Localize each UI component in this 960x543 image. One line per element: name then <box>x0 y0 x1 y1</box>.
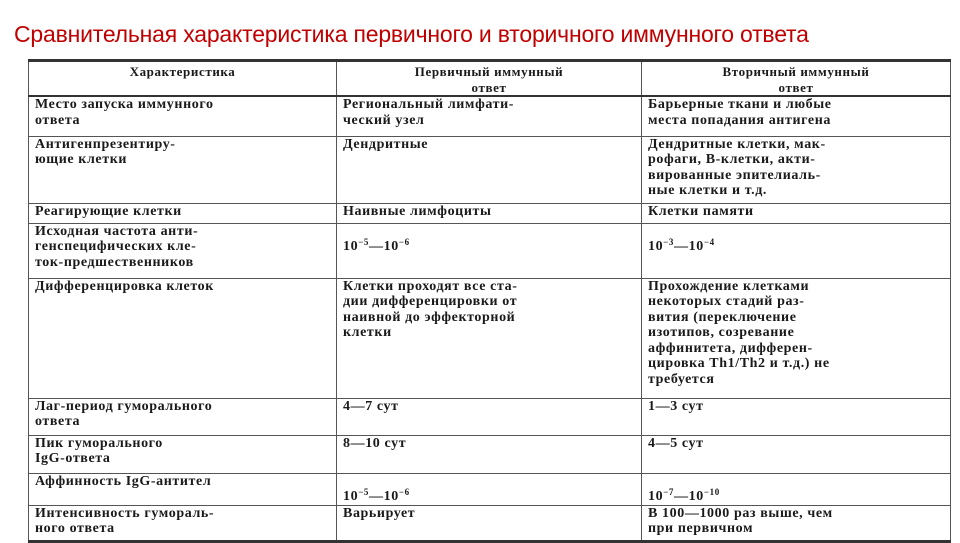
primary-cell: Наивные лимфоциты <box>337 203 642 223</box>
secondary-cell: Барьерные ткани и любые места попадания антигена <box>642 96 951 136</box>
table-row <box>29 473 951 505</box>
secondary-cell: Прохождение клетками некоторых стадий раз- вития (переключение изотипов, созревание аффинитета, дифферен- цировка Th1/Th2 и т.д.) не требуется <box>642 278 951 398</box>
affinity-exponent: −6 <box>398 487 410 498</box>
primary-cell: Региональный лимфати- ческий узел <box>337 96 642 136</box>
primary-affinity-cell <box>337 473 642 505</box>
row-label: Исходная частота анти- генспецифических кле- ток-предшественников <box>29 223 337 278</box>
row-label: Лаг-период гуморального ответа <box>29 398 337 435</box>
primary-cell: Варьирует <box>337 505 642 541</box>
header-primary: Первичный иммунный ответ <box>337 61 642 97</box>
slide-title: Сравнительная характеристика первичного и вторичного иммунного ответа <box>14 21 809 47</box>
row-label: Дифференцировка клеток <box>29 278 337 398</box>
frequency-base: 10 <box>648 239 664 255</box>
header-secondary: Вторичный иммунный ответ <box>642 61 951 97</box>
frequency-exponent: −5 <box>358 237 370 248</box>
affinity-exponent: −10 <box>703 487 720 498</box>
table-row <box>29 223 951 278</box>
primary-cell: Дендритные <box>337 136 642 203</box>
row-label: Место запуска иммунного ответа <box>29 96 337 136</box>
frequency-range-sep: —10 <box>369 239 399 255</box>
table-row <box>29 505 951 541</box>
secondary-cell: 1—3 сут <box>642 398 951 435</box>
affinity-base: 10 <box>343 489 359 505</box>
frequency-range-sep: —10 <box>674 239 704 255</box>
row-label: Интенсивность гумораль- ного ответа <box>29 505 337 541</box>
table-row <box>29 203 951 223</box>
secondary-cell: Дендритные клетки, мак- рофаги, В-клетки, акти- вированные эпителиаль- ные клетки и т.д. <box>642 136 951 203</box>
affinity-base: 10 <box>648 489 664 505</box>
secondary-cell: 4—5 сут <box>642 435 951 473</box>
header-characteristic: Характеристика <box>29 61 337 97</box>
primary-cell: 4—7 сут <box>337 398 642 435</box>
affinity-range-sep: —10 <box>674 489 704 505</box>
affinity-exponent: −7 <box>663 487 675 498</box>
primary-cell: 8—10 сут <box>337 435 642 473</box>
table-row <box>29 136 951 203</box>
affinity-range-sep: —10 <box>369 489 399 505</box>
table-row <box>29 398 951 435</box>
secondary-affinity-cell <box>642 473 951 505</box>
frequency-exponent: −6 <box>398 237 410 248</box>
table-row <box>29 278 951 398</box>
frequency-exponent: −3 <box>663 237 675 248</box>
frequency-exponent: −4 <box>703 237 715 248</box>
row-label: Антигенпрезентиру- ющие клетки <box>29 136 337 203</box>
row-label: Пик гуморального IgG-ответа <box>29 435 337 473</box>
comparison-table <box>28 59 951 543</box>
affinity-exponent: −5 <box>358 487 370 498</box>
row-label: Аффинность IgG-антител <box>29 473 337 505</box>
secondary-cell: В 100—1000 раз выше, чем при первичном <box>642 505 951 541</box>
table-row <box>29 96 951 136</box>
table-row <box>29 435 951 473</box>
primary-cell: Клетки проходят все ста- дии дифференцировки от наивной до эффекторной клетки <box>337 278 642 398</box>
frequency-base: 10 <box>343 239 359 255</box>
secondary-cell: Клетки памяти <box>642 203 951 223</box>
secondary-frequency-cell <box>642 223 951 278</box>
table-header-row <box>29 61 951 97</box>
primary-frequency-cell <box>337 223 642 278</box>
row-label: Реагирующие клетки <box>29 203 337 223</box>
